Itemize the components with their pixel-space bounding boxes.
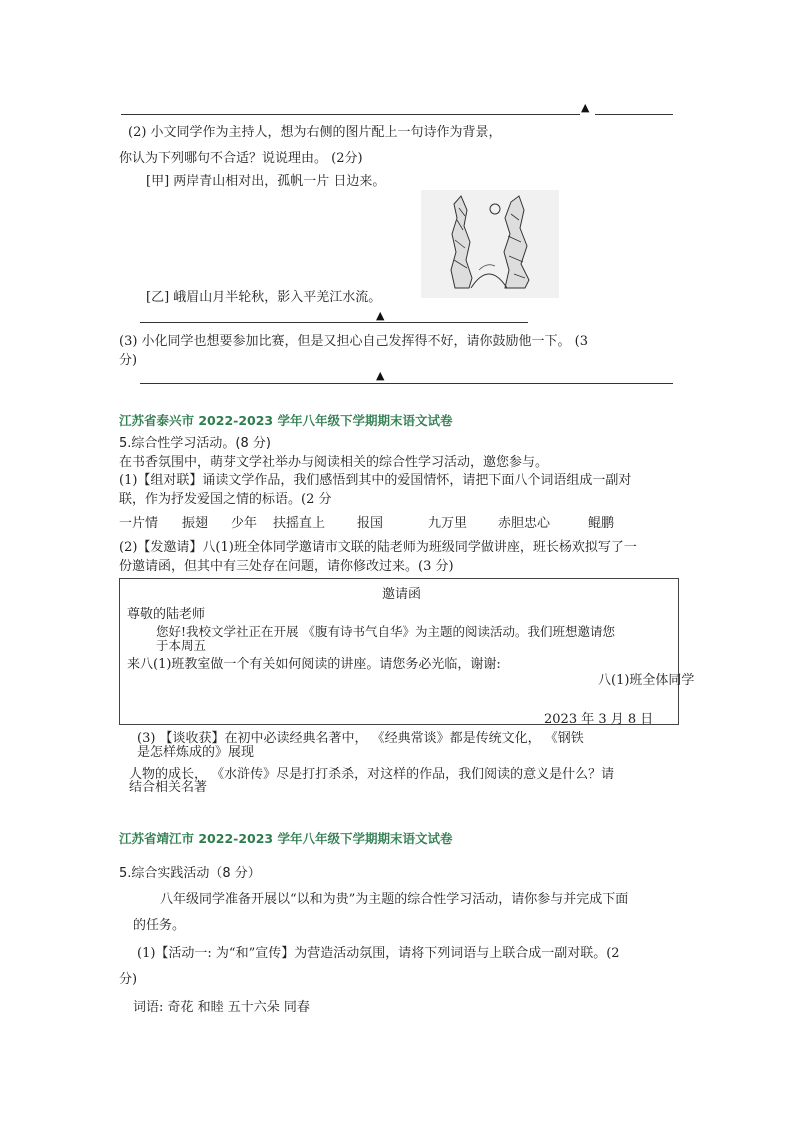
question-3-line-2: 分) xyxy=(119,353,138,368)
letter-greeting: 尊敬的陆老师 xyxy=(127,607,206,622)
option-jia: [甲] 两岸青山相对出，孤帆一片 日边来。 xyxy=(146,174,386,189)
answer-marker: ▲ xyxy=(581,101,590,114)
word-item: 一片情 xyxy=(119,516,159,531)
jingjiang-words: 词语: 奇花 和睦 五十六朵 同春 xyxy=(133,1000,310,1015)
answer-line xyxy=(121,114,580,115)
letter-body-1-wrap: 于本周五 xyxy=(156,638,207,653)
taixing-part-2-line-1: (2)【发邀请】八(1)班全体同学邀请市文联的陆老师为班级同学做讲座，班长杨欢拟写了一 xyxy=(119,540,637,555)
taixing-part-1-line-2: 联，作为抒发爱国之情的标语。(2 分 xyxy=(119,492,332,507)
section-title-taixing: 江苏省泰兴市 2022-2023 学年八年级下学期期末语文试卷 xyxy=(119,413,453,428)
jingjiang-question-5: 5.综合实践活动（8 分） xyxy=(119,866,261,881)
letter-title: 邀请函 xyxy=(382,587,422,602)
word-item: 鲲鹏 xyxy=(588,516,615,531)
answer-marker: ▲ xyxy=(376,369,385,382)
letter-signature: 八(1)班全体同学 xyxy=(598,673,695,688)
question-3-line-1: (3) 小化同学也想要参加比赛，但是又担心自己发挥得不好，请你鼓励他一下。 (3 xyxy=(119,334,589,349)
word-item: 九万里 xyxy=(428,516,468,531)
jingjiang-activity-1-line-2: 分) xyxy=(119,972,138,987)
jingjiang-intro-line-1: 八年级同学准备开展以“以和为贵”为主题的综合性学习活动，请你参与并完成下面 xyxy=(160,892,629,907)
word-item: 少年 xyxy=(231,516,258,531)
answer-line xyxy=(140,322,528,323)
letter-date: 2023 年 3 月 8 日 xyxy=(544,712,654,727)
letter-body-1: 您好!我校文学社正在开展 《腹有诗书气自华》为主题的阅读活动。我们班想邀请您 xyxy=(156,624,615,639)
taixing-question-5: 5.综合性学习活动。(8 分) xyxy=(119,436,271,451)
taixing-part-1-line-1: (1)【组对联】诵读文学作品，我们感悟到其中的爱国情怀，请把下面八个词语组成一副对 xyxy=(119,473,632,488)
option-yi: [乙] 峨眉山月半轮秋，影入平羌江水流。 xyxy=(146,290,382,305)
answer-marker: ▲ xyxy=(376,309,385,322)
taixing-part-3-line-c: 人物的成长， 《水浒传》尽是打打杀杀，对这样的作品，我们阅读的意义是什么？请 xyxy=(129,767,615,782)
taixing-part-3-line-b: 是怎样炼成的》展现 xyxy=(137,745,255,760)
answer-line xyxy=(140,383,673,384)
word-item: 报国 xyxy=(357,516,384,531)
taixing-part-3-line-a: (3) 【谈收获】在初中必读经典名著中， 《经典常谈》都是传统文化， 《钢铁 xyxy=(137,731,584,746)
jingjiang-intro-line-2: 的任务。 xyxy=(133,918,186,933)
word-item: 振翅 xyxy=(182,516,209,531)
jingjiang-activity-1-line-1: (1)【活动一: 为“和”宣传】为营造活动氛围，请将下列词语与上联合成一副对联。(2 xyxy=(137,946,620,961)
word-item: 赤胆忠心 xyxy=(498,516,551,531)
taixing-part-3-line-d: 结合相关名著 xyxy=(129,780,208,795)
word-item: 扶摇直上 xyxy=(273,516,326,531)
letter-body-2: 来八(1)班教室做一个有关如何阅读的讲座。请您务必光临，谢谢: xyxy=(127,657,501,672)
question-2-line-1: (2) 小文同学作为主持人，想为右侧的图片配上一句诗作为背景， xyxy=(128,125,502,140)
taixing-intro: 在书香氛围中，萌芽文学社举办与阅读相关的综合性学习活动，邀您参与。 xyxy=(119,455,549,470)
section-title-jingjiang: 江苏省靖江市 2022-2023 学年八年级下学期期末语文试卷 xyxy=(119,831,453,846)
question-2-line-2: 你认为下列哪句不合适？说说理由。 (2分) xyxy=(119,151,363,166)
landscape-sketch-image xyxy=(421,190,559,298)
taixing-part-2-line-2: 份邀请函，但其中有三处存在问题，请你修改过来。(3 分) xyxy=(119,559,454,574)
answer-line xyxy=(595,114,673,115)
